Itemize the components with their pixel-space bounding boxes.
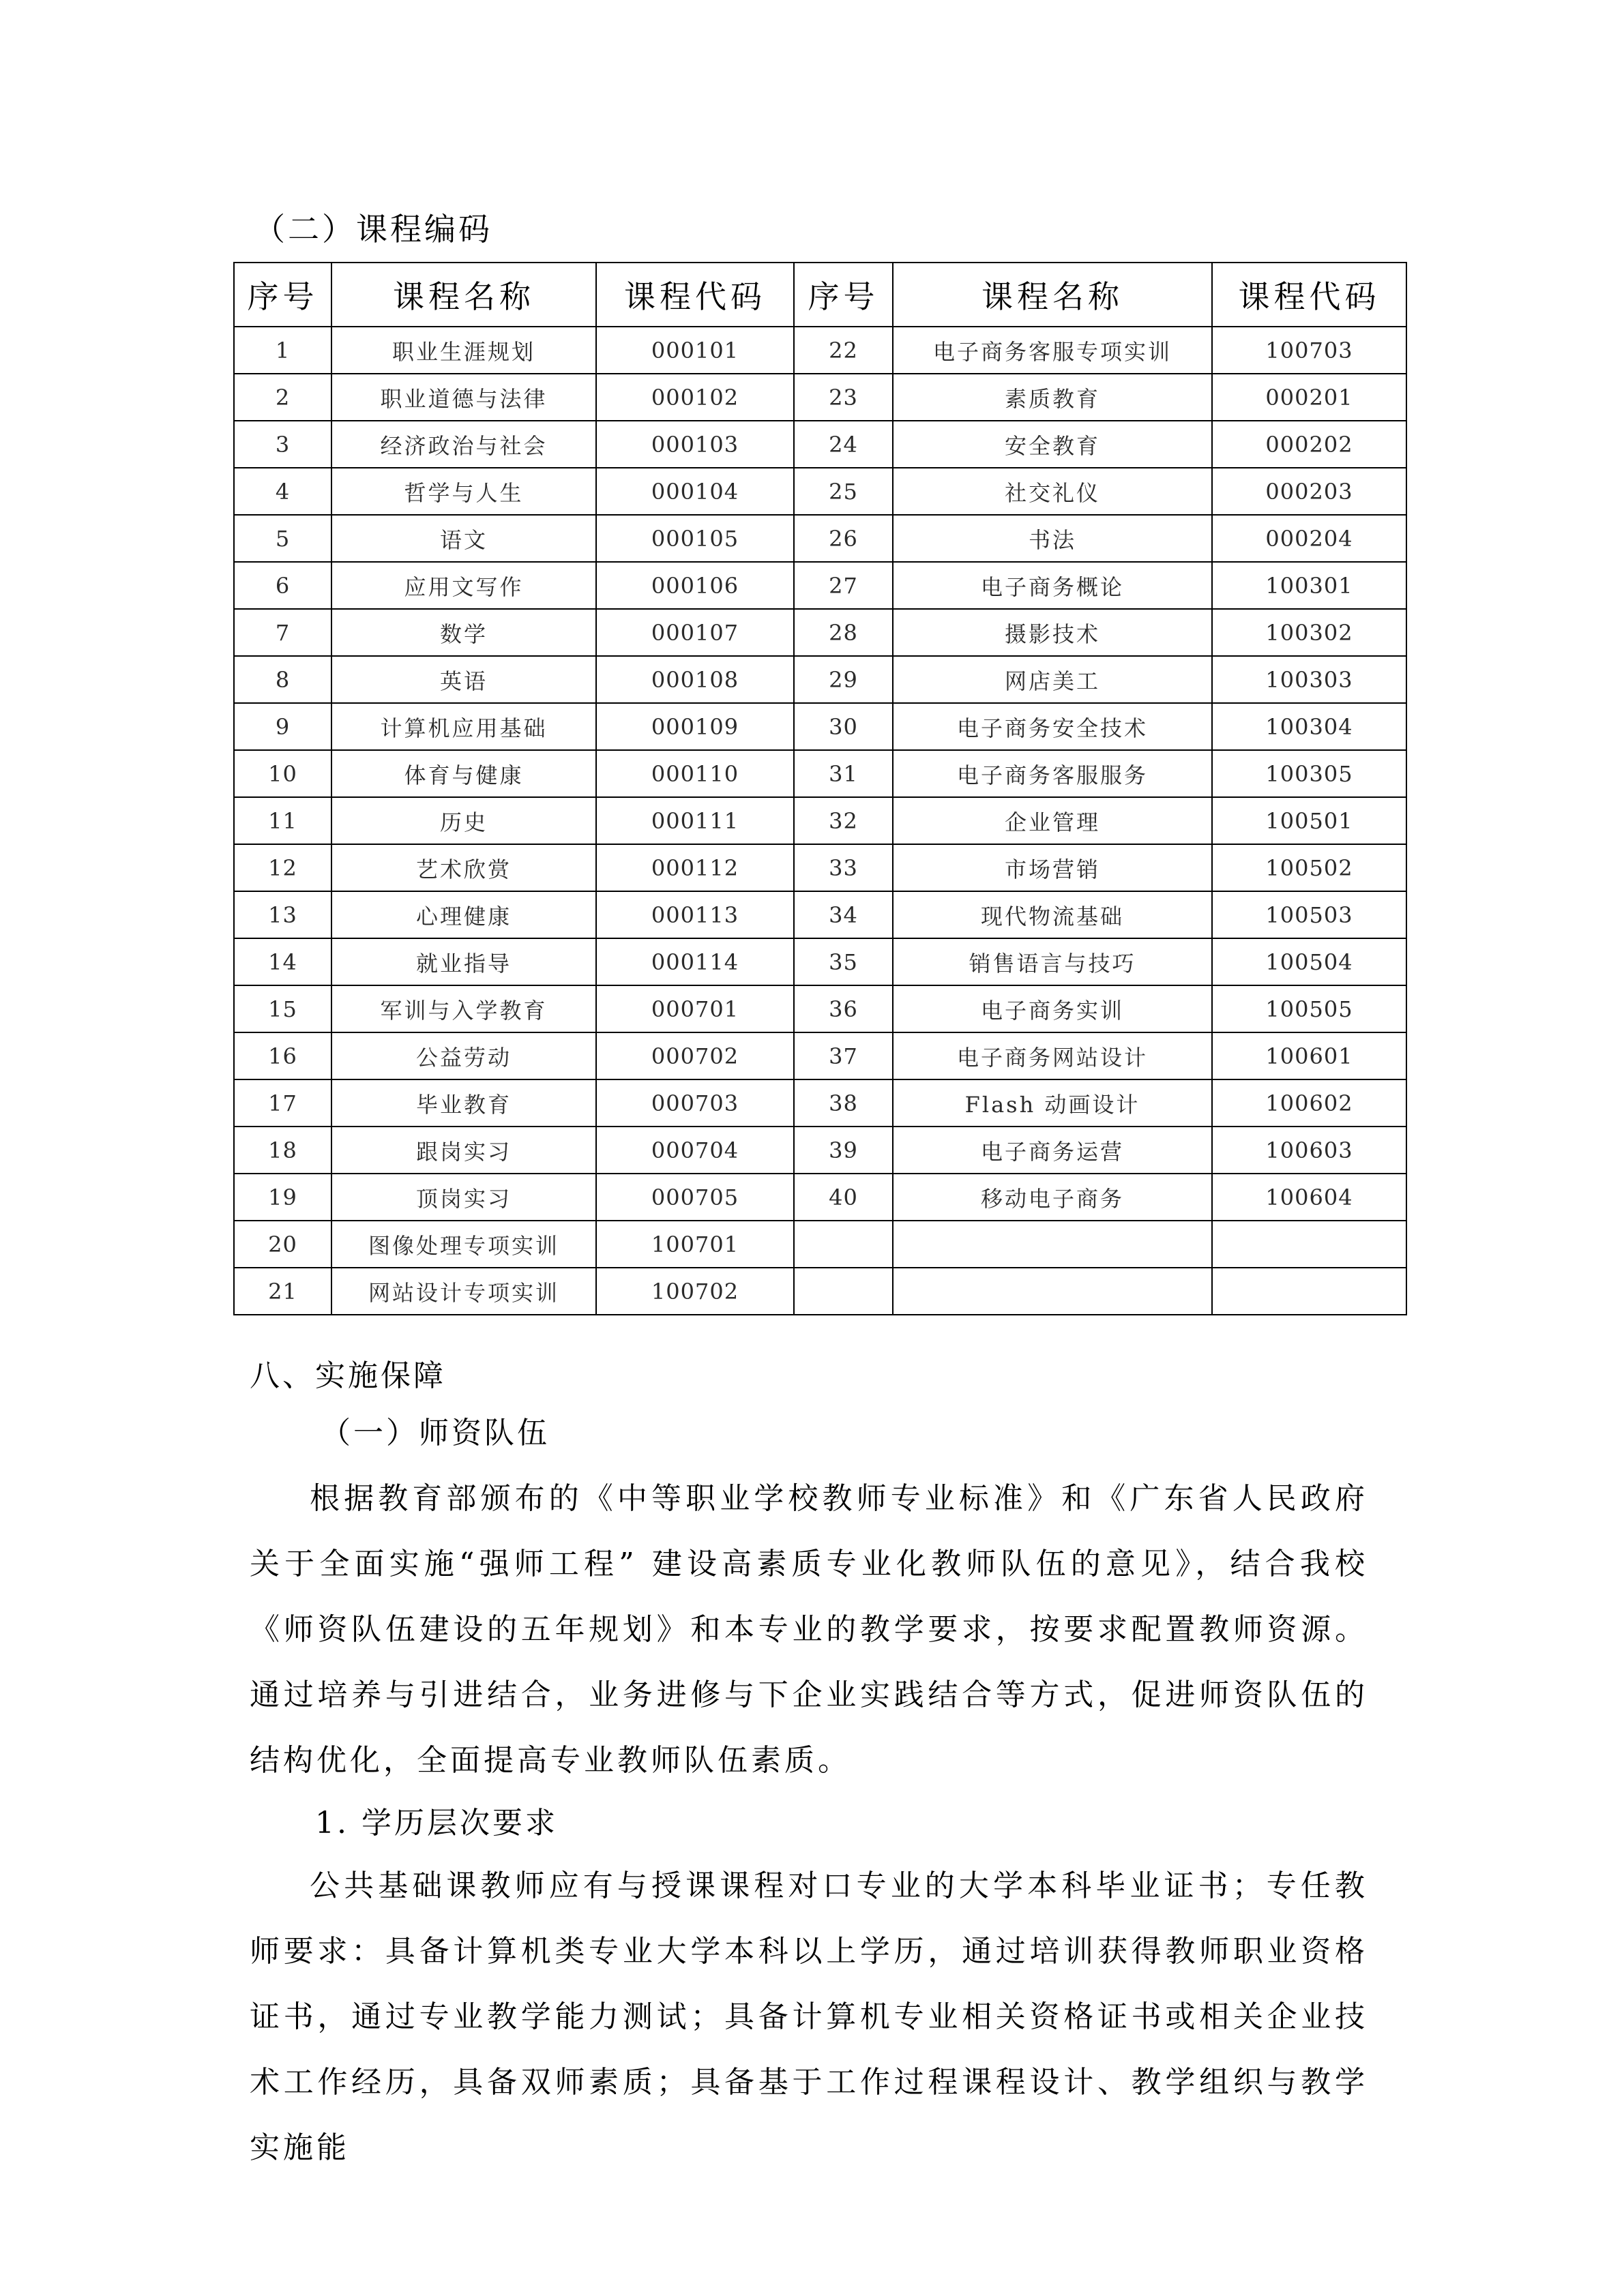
cell-course-name: 哲学与人生 — [331, 468, 596, 515]
cell-index: 11 — [234, 797, 331, 844]
table-header-row — [234, 263, 1406, 327]
cell-course-code: 000102 — [596, 374, 794, 421]
table-row — [234, 609, 1406, 656]
cell-course-name: 应用文写作 — [331, 562, 596, 609]
cell-index — [794, 1268, 893, 1315]
cell-course-name: 顶岗实习 — [331, 1174, 596, 1221]
cell-course-name: 摄影技术 — [893, 609, 1212, 656]
cell-index: 24 — [794, 421, 893, 468]
cell-course-name: 企业管理 — [893, 797, 1212, 844]
cell-index: 14 — [234, 938, 331, 985]
table-row — [234, 750, 1406, 797]
cell-course-name: 电子商务客服专项实训 — [893, 327, 1212, 374]
cell-index: 17 — [234, 1079, 331, 1127]
table-row — [234, 891, 1406, 938]
header-course-name: 课程名称 — [893, 263, 1212, 327]
cell-course-code: 100305 — [1212, 750, 1406, 797]
table-row — [234, 1079, 1406, 1127]
cell-course-name: 跟岗实习 — [331, 1127, 596, 1174]
chapter-heading: 八、实施保障 — [250, 1358, 446, 1393]
cell-course-code — [1212, 1268, 1406, 1315]
cell-course-name: 网站设计专项实训 — [331, 1268, 596, 1315]
cell-course-name: 电子商务概论 — [893, 562, 1212, 609]
cell-index: 19 — [234, 1174, 331, 1221]
cell-course-name: 销售语言与技巧 — [893, 938, 1212, 985]
cell-course-name: 现代物流基础 — [893, 891, 1212, 938]
cell-course-name: 体育与健康 — [331, 750, 596, 797]
cell-index: 5 — [234, 515, 331, 562]
cell-index: 16 — [234, 1032, 331, 1079]
cell-course-code: 100502 — [1212, 844, 1406, 891]
cell-course-code: 100503 — [1212, 891, 1406, 938]
cell-course-code: 000106 — [596, 562, 794, 609]
cell-course-name: 语文 — [331, 515, 596, 562]
cell-course-code: 100701 — [596, 1221, 794, 1268]
cell-index: 20 — [234, 1221, 331, 1268]
table-row — [234, 703, 1406, 750]
cell-course-code: 000111 — [596, 797, 794, 844]
table-row — [234, 515, 1406, 562]
cell-course-name: 电子商务客服服务 — [893, 750, 1212, 797]
cell-course-name: 经济政治与社会 — [331, 421, 596, 468]
cell-course-name: 图像处理专项实训 — [331, 1221, 596, 1268]
cell-course-code: 000702 — [596, 1032, 794, 1079]
cell-course-code: 000113 — [596, 891, 794, 938]
header-index: 序号 — [794, 263, 893, 327]
table-row — [234, 1174, 1406, 1221]
cell-course-name: 安全教育 — [893, 421, 1212, 468]
table-row — [234, 1032, 1406, 1079]
header-index: 序号 — [234, 263, 331, 327]
cell-index: 28 — [794, 609, 893, 656]
cell-course-code: 100703 — [1212, 327, 1406, 374]
cell-course-name — [893, 1221, 1212, 1268]
cell-course-code: 100603 — [1212, 1127, 1406, 1174]
cell-course-code: 000112 — [596, 844, 794, 891]
table-row — [234, 562, 1406, 609]
cell-index: 12 — [234, 844, 331, 891]
cell-course-name: 数学 — [331, 609, 596, 656]
cell-course-code: 000110 — [596, 750, 794, 797]
table-row — [234, 938, 1406, 985]
cell-index: 36 — [794, 985, 893, 1032]
cell-course-code: 100604 — [1212, 1174, 1406, 1221]
cell-index: 23 — [794, 374, 893, 421]
cell-course-name: 军训与入学教育 — [331, 985, 596, 1032]
cell-course-code: 000703 — [596, 1079, 794, 1127]
cell-course-code: 100505 — [1212, 985, 1406, 1032]
table-row — [234, 1221, 1406, 1268]
cell-index: 34 — [794, 891, 893, 938]
table-row — [234, 985, 1406, 1032]
cell-course-name: 移动电子商务 — [893, 1174, 1212, 1221]
cell-course-name: 历史 — [331, 797, 596, 844]
cell-course-code: 100304 — [1212, 703, 1406, 750]
cell-course-name: 网店美工 — [893, 656, 1212, 703]
cell-index: 39 — [794, 1127, 893, 1174]
cell-index: 8 — [234, 656, 331, 703]
table-row — [234, 1127, 1406, 1174]
cell-index: 3 — [234, 421, 331, 468]
header-course-name: 课程名称 — [331, 263, 596, 327]
cell-course-name: 毕业教育 — [331, 1079, 596, 1127]
header-course-code: 课程代码 — [1212, 263, 1406, 327]
cell-course-name: 书法 — [893, 515, 1212, 562]
paragraph: 公共基础课教师应有与授课课程对口专业的大学本科毕业证书；专任教师要求：具备计算机类专业大学本科以上学历，通过培训获得教师职业资格证书，通过专业教学能力测试；具备计算机专业相关资格证书或相关企业技术工作经历，具备双师素质；具备基于工作过程课程设计、教学组织与教学实施能 — [250, 1868, 1368, 2165]
table-row — [234, 1268, 1406, 1315]
cell-course-code: 000103 — [596, 421, 794, 468]
cell-course-code: 000705 — [596, 1174, 794, 1221]
cell-index: 18 — [234, 1127, 331, 1174]
cell-course-code: 000202 — [1212, 421, 1406, 468]
cell-index: 10 — [234, 750, 331, 797]
cell-course-name: Flash 动画设计 — [893, 1079, 1212, 1127]
paragraph: 根据教育部颁布的《中等职业学校教师专业标准》和《广东省人民政府关于全面实施“强师工程” 建设高素质专业化教师队伍的意见》，结合我校《师资队伍建设的五年规划》和本专业的教学要求，按要求配置教师资源。通过培养与引进结合，业务进修与下企业实践结合等方式，促进师资队伍的结构优化，全面提高专业教师队伍素质。 — [250, 1481, 1368, 1778]
cell-course-name: 计算机应用基础 — [331, 703, 596, 750]
cell-course-code: 100303 — [1212, 656, 1406, 703]
table-row — [234, 656, 1406, 703]
cell-index — [794, 1221, 893, 1268]
cell-index: 26 — [794, 515, 893, 562]
cell-course-code: 100501 — [1212, 797, 1406, 844]
cell-course-code: 000108 — [596, 656, 794, 703]
cell-course-code — [1212, 1221, 1406, 1268]
cell-index: 27 — [794, 562, 893, 609]
cell-course-code: 000114 — [596, 938, 794, 985]
cell-course-name: 职业生涯规划 — [331, 327, 596, 374]
cell-index: 9 — [234, 703, 331, 750]
cell-index: 30 — [794, 703, 893, 750]
table-row — [234, 421, 1406, 468]
cell-index: 35 — [794, 938, 893, 985]
cell-index: 13 — [234, 891, 331, 938]
cell-index: 25 — [794, 468, 893, 515]
table-row — [234, 327, 1406, 374]
cell-index: 4 — [234, 468, 331, 515]
table-row — [234, 797, 1406, 844]
cell-index: 31 — [794, 750, 893, 797]
cell-index: 33 — [794, 844, 893, 891]
sub-heading: （一）师资队伍 — [321, 1416, 550, 1450]
cell-course-code: 000107 — [596, 609, 794, 656]
table-body — [234, 327, 1406, 1315]
table-row — [234, 468, 1406, 515]
cell-course-code: 100301 — [1212, 562, 1406, 609]
cell-course-code: 000204 — [1212, 515, 1406, 562]
cell-course-code: 000701 — [596, 985, 794, 1032]
section-title: （二）课程编码 — [254, 211, 492, 248]
cell-course-code: 000201 — [1212, 374, 1406, 421]
cell-course-code: 000109 — [596, 703, 794, 750]
cell-course-code: 100601 — [1212, 1032, 1406, 1079]
cell-course-code: 000105 — [596, 515, 794, 562]
cell-course-name: 心理健康 — [331, 891, 596, 938]
cell-course-name — [893, 1268, 1212, 1315]
cell-course-name: 公益劳动 — [331, 1032, 596, 1079]
cell-index: 38 — [794, 1079, 893, 1127]
cell-course-code: 000203 — [1212, 468, 1406, 515]
cell-course-name: 职业道德与法律 — [331, 374, 596, 421]
cell-index: 22 — [794, 327, 893, 374]
cell-course-name: 电子商务实训 — [893, 985, 1212, 1032]
item-heading: 1. 学历层次要求 — [315, 1806, 558, 1840]
cell-index: 37 — [794, 1032, 893, 1079]
table-row — [234, 844, 1406, 891]
cell-course-code: 100702 — [596, 1268, 794, 1315]
cell-index: 7 — [234, 609, 331, 656]
cell-course-name: 电子商务安全技术 — [893, 703, 1212, 750]
cell-course-name: 电子商务运营 — [893, 1127, 1212, 1174]
cell-course-code: 000704 — [596, 1127, 794, 1174]
cell-course-code: 100602 — [1212, 1079, 1406, 1127]
cell-course-name: 英语 — [331, 656, 596, 703]
header-course-code: 课程代码 — [596, 263, 794, 327]
cell-course-name: 艺术欣赏 — [331, 844, 596, 891]
cell-index: 1 — [234, 327, 331, 374]
table-row — [234, 374, 1406, 421]
cell-index: 15 — [234, 985, 331, 1032]
cell-course-name: 电子商务网站设计 — [893, 1032, 1212, 1079]
cell-index: 32 — [794, 797, 893, 844]
cell-course-code: 000101 — [596, 327, 794, 374]
cell-course-code: 100302 — [1212, 609, 1406, 656]
cell-course-code: 100504 — [1212, 938, 1406, 985]
cell-course-code: 000104 — [596, 468, 794, 515]
course-code-table — [233, 262, 1407, 1315]
cell-index: 29 — [794, 656, 893, 703]
cell-course-name: 素质教育 — [893, 374, 1212, 421]
cell-index: 6 — [234, 562, 331, 609]
cell-index: 21 — [234, 1268, 331, 1315]
cell-course-name: 就业指导 — [331, 938, 596, 985]
cell-course-name: 市场营销 — [893, 844, 1212, 891]
cell-index: 40 — [794, 1174, 893, 1221]
cell-index: 2 — [234, 374, 331, 421]
cell-course-name: 社交礼仪 — [893, 468, 1212, 515]
